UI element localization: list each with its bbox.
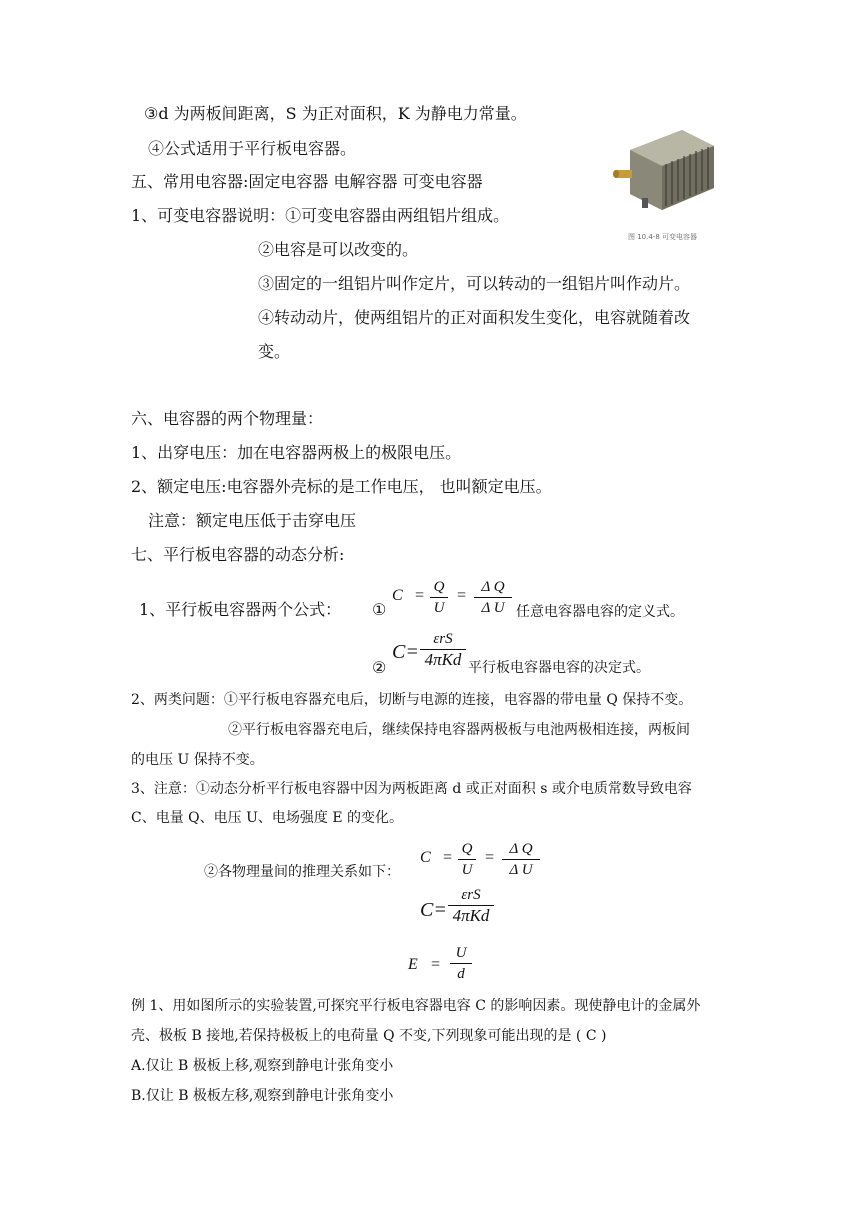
text-line: 平行板电容器电容的决定式。 bbox=[468, 660, 650, 676]
text-line: ②各物理量间的推理关系如下： bbox=[204, 864, 400, 880]
option-a: A.仅让 B 极板上移,观察到静电计张角变小 bbox=[131, 1058, 394, 1074]
text-line: 2、两类问题：①平行板电容器充电后，切断与电源的连接，电容器的带电量 Q 保持不变。 bbox=[131, 692, 693, 708]
formula-number: ① bbox=[372, 600, 387, 619]
variable-capacitor-figure bbox=[612, 118, 722, 218]
denominator: U bbox=[433, 600, 445, 616]
text-line: 1、平行板电容器两个公式： bbox=[139, 600, 342, 619]
numerator: εrS bbox=[433, 631, 453, 647]
section-heading: 七、平行板电容器的动态分析: bbox=[131, 545, 345, 564]
denominator: 4πKd bbox=[452, 906, 490, 925]
text-line: 2、额定电压:电容器外壳标的是工作电压， 也叫额定电压。 bbox=[131, 477, 552, 496]
numerator: Δ Q bbox=[509, 841, 533, 857]
text-line: 1、出穿电压：加在电容器两极上的极限电压。 bbox=[131, 443, 462, 462]
formula-equals: = bbox=[442, 849, 453, 866]
fraction-Q-over-U bbox=[458, 840, 476, 879]
section-heading: 五、常用电容器:固定电容器 电解容器 可变电容器 bbox=[131, 172, 483, 191]
denominator: Δ U bbox=[509, 862, 533, 878]
numerator: Q bbox=[461, 841, 473, 857]
denominator: U bbox=[461, 862, 473, 878]
fraction-dQ-over-dU bbox=[474, 578, 512, 617]
denominator: 4πKd bbox=[424, 650, 462, 669]
formula-equals: = bbox=[456, 587, 467, 604]
formula-equals: = bbox=[414, 587, 425, 604]
fraction-dQ-over-dU bbox=[502, 840, 540, 879]
formula-E: E bbox=[408, 956, 418, 973]
formula-equals: = bbox=[484, 849, 495, 866]
numerator: εrS bbox=[461, 887, 481, 903]
example-text: 例 1、用如图所示的实验装置,可探究平行板电容器电容 C 的影响因素。现使静电计的金属外 bbox=[131, 998, 701, 1014]
fraction-U-over-d bbox=[450, 944, 472, 983]
formula-C-equals: C= bbox=[420, 899, 447, 921]
option-b: B.仅让 B 极板左移,观察到静电计张角变小 bbox=[131, 1088, 394, 1104]
numerator: U bbox=[455, 945, 467, 961]
fraction-epsS-over-4piKd bbox=[448, 886, 494, 925]
numerator: Q bbox=[433, 579, 445, 595]
text-line: 3、注意：①动态分析平行板电容器中因为两板距离 d 或正对面积 s 或介电质常数导致电容 bbox=[131, 781, 692, 797]
text-line: 1、可变电容器说明：①可变电容器由两组铝片组成。 bbox=[131, 206, 510, 225]
text-line: ④转动动片，使两组铝片的正对面积发生变化，电容就随着改 bbox=[258, 308, 691, 327]
text-line: 任意电容器电容的定义式。 bbox=[516, 604, 684, 620]
variable-capacitor-image bbox=[612, 118, 722, 218]
text-line: ②平行板电容器充电后，继续保持电容器两极板与电池两极相连接，两板间 bbox=[228, 722, 690, 738]
formula-C-equals: C= bbox=[392, 641, 419, 663]
numerator: Δ Q bbox=[481, 579, 505, 595]
formula-equals: = bbox=[430, 956, 441, 973]
text-line: 变。 bbox=[258, 342, 291, 361]
fraction-epsS-over-4piKd bbox=[420, 630, 466, 669]
formula-number: ② bbox=[372, 658, 387, 677]
denominator: d bbox=[457, 966, 465, 982]
example-text: 壳、极板 B 接地,若保持极板上的电荷量 Q 不变,下列现象可能出现的是 ( C ) bbox=[131, 1028, 607, 1044]
text-line: C、电量 Q、电压 U、电场强度 E 的变化。 bbox=[131, 810, 404, 826]
text-line: 的电压 U 保持不变。 bbox=[131, 752, 264, 768]
text-line: 注意：额定电压低于击穿电压 bbox=[148, 511, 357, 530]
formula-C: C bbox=[392, 587, 403, 604]
text-line: ③d 为两板间距离，S 为正对面积，K 为静电力常量。 bbox=[144, 104, 527, 123]
fraction-Q-over-U bbox=[430, 578, 448, 617]
text-line: ②电容是可以改变的。 bbox=[258, 240, 419, 259]
formula-C: C bbox=[420, 849, 431, 866]
denominator: Δ U bbox=[481, 600, 505, 616]
figure-caption: 图 10.4-8 可变电容器 bbox=[628, 233, 698, 241]
section-heading: 六、电容器的两个物理量： bbox=[131, 409, 324, 428]
text-line: ④公式适用于平行板电容器。 bbox=[148, 139, 357, 158]
text-line: ③固定的一组铝片叫作定片，可以转动的一组铝片叫作动片。 bbox=[258, 274, 691, 293]
